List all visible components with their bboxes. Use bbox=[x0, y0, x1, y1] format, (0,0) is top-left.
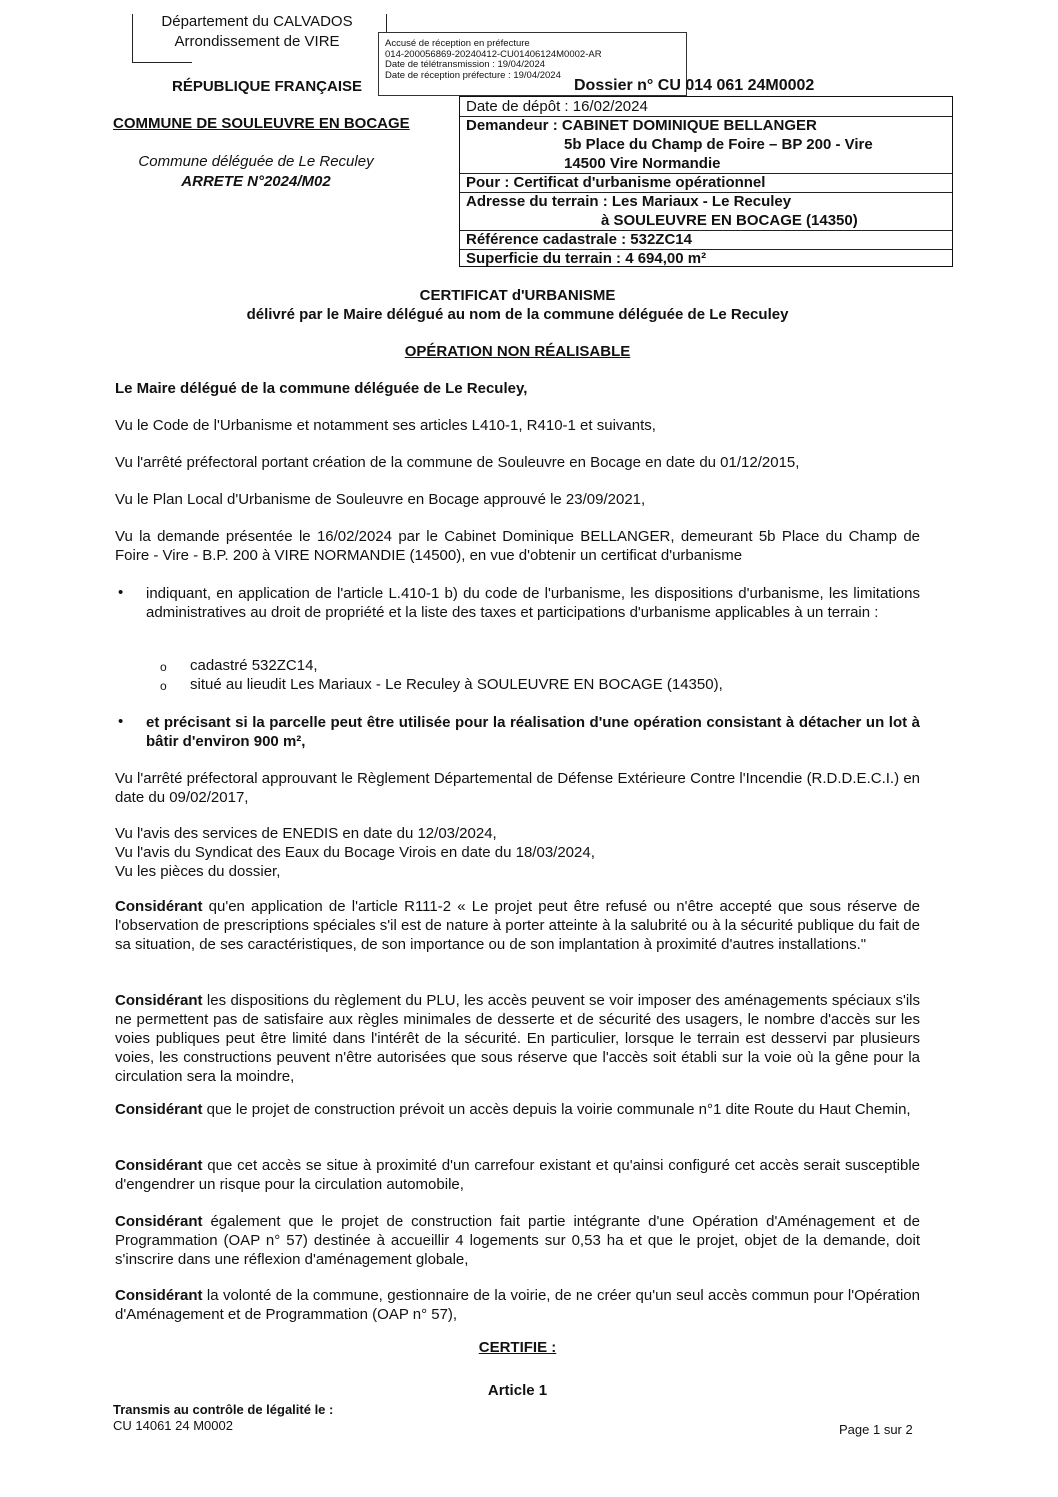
considerant-6-text: la volonté de la commune, gestionnaire de la voirie, de ne créer qu'un seul accès commun pour l'Opération d'Aménagement et de Programmation (OAP n° 57), bbox=[115, 1287, 920, 1323]
commune-label: COMMUNE DE SOULEUVRE EN BOCAGE bbox=[113, 115, 410, 132]
header-border-bottom bbox=[132, 62, 192, 63]
dossier-row-reference bbox=[460, 230, 952, 250]
dossier-row-date bbox=[460, 97, 952, 117]
considerant-1-text: qu'en application de l'article R111-2 « Le projet peut être refusé ou n'être accepté que sous réserve de l'observation de prescriptions spéciales s'il est de nature à porter atteinte à la salubrité ou à la sécurité publique du fait de sa situation, de ses caractéristiques, de son importance ou de son implantation à proximité d'autres installations." bbox=[115, 898, 920, 953]
considerant-word: Considérant bbox=[115, 992, 203, 1009]
adresse-commune: à SOULEUVRE EN BOCAGE (14350) bbox=[601, 212, 858, 229]
considerant-word: Considérant bbox=[115, 1213, 203, 1230]
considerant-4 bbox=[115, 1156, 920, 1194]
bullet-marker: • bbox=[118, 584, 124, 601]
considerant-1 bbox=[115, 897, 920, 954]
dossier-row-superficie bbox=[460, 249, 952, 266]
certificate-subtitle: délivré par le Maire délégué au nom de la commune déléguée de Le Reculey bbox=[246, 306, 789, 323]
footer-reference: CU 14061 24 M0002 bbox=[113, 1418, 233, 1433]
considerant-word: Considérant bbox=[115, 1287, 203, 1304]
vu-plu: Vu le Plan Local d'Urbanisme de Souleuvre en Bocage approuvé le 23/09/2021, bbox=[115, 491, 646, 508]
considerant-3 bbox=[115, 1100, 920, 1119]
considerant-word: Considérant bbox=[115, 1157, 203, 1174]
bullet-precisant: et précisant si la parcelle peut être utilisée pour la réalisation d'une opération consistant à détacher un lot à bâtir d'environ 900 m², bbox=[146, 714, 920, 750]
pour-label: Pour : Certificat d'urbanisme opérationnel bbox=[466, 174, 766, 191]
footer-transmission bbox=[113, 1402, 333, 1434]
dossier-row-adresse bbox=[460, 192, 952, 231]
considerant-5 bbox=[115, 1212, 920, 1269]
vu-enedis: Vu l'avis des services de ENEDIS en date du 12/03/2024, bbox=[115, 825, 497, 842]
adresse-terrain: Adresse du terrain : Les Mariaux - Le Reculey bbox=[466, 193, 792, 210]
vu-rddeci: Vu l'arrêté préfectoral approuvant le Règlement Départemental de Défense Extérieure Contre l'Incendie (R.D.D.E.C.I.) en date du 09/02/2017, bbox=[115, 770, 920, 806]
considerant-2 bbox=[115, 991, 920, 1086]
certificate-title: CERTIFICAT d'URBANISME bbox=[419, 287, 616, 304]
stamp-line-4: Date de réception préfecture : 19/04/2024 bbox=[385, 69, 561, 81]
sub-situe: situé au lieudit Les Mariaux - Le Reculey à SOULEUVRE EN BOCAGE (14350), bbox=[190, 676, 723, 693]
considerant-6 bbox=[115, 1286, 920, 1324]
footer-transmis-label: Transmis au contrôle de légalité le : bbox=[113, 1402, 334, 1417]
vu-code-urbanisme: Vu le Code de l'Urbanisme et notamment ses articles L410-1, R410-1 et suivants, bbox=[115, 417, 656, 434]
stamp-line-3: Date de télétransmission : 19/04/2024 bbox=[385, 59, 546, 70]
commune-deleguee: Commune déléguée de Le Reculey bbox=[138, 153, 374, 170]
demandeur-city: 14500 Vire Normandie bbox=[564, 155, 721, 172]
dossier-number: Dossier n° CU 014 061 24M0002 bbox=[574, 77, 815, 94]
sub-cadastre: cadastré 532ZC14, bbox=[190, 657, 318, 674]
vu-syndicat-eaux: Vu l'avis du Syndicat des Eaux du Bocage Virois en date du 18/03/2024, bbox=[115, 844, 595, 861]
vu-arrete-creation: Vu l'arrêté préfectoral portant création de la commune de Souleuvre en Bocage en date du 01/12/2015, bbox=[115, 454, 800, 471]
dossier-row-demandeur bbox=[460, 116, 952, 174]
sub-bullet-marker: o bbox=[160, 679, 167, 693]
vu-demande: Vu la demande présentée le 16/02/2024 par le Cabinet Dominique BELLANGER, demeurant 5b Place du Champ de Foire - Vire - B.P. 200 à VIRE NORMANDIE (14500), en vue d'obtenir un certificat d'urbanisme bbox=[115, 528, 920, 564]
considerant-word: Considérant bbox=[115, 898, 203, 915]
considerant-2-text: les dispositions du règlement du PLU, les accès peuvent se voir imposer des aménagements spéciaux s'ils ne permettent pas de satisfaire aux règles minimales de desserte et de sécurité des usagers, le nombre d'accès sur les voies publiques peut être limité dans l'intérêt de la sécurité. En particulier, lorsque le terrain est desservi par plusieurs voies, les constructions peuvent n'être autorisées que sous réserve que l'accès soit établi sur la voie où la gêne pour la circulation sera la moindre, bbox=[115, 992, 920, 1085]
department-name: Département du CALVADOS bbox=[161, 13, 353, 30]
considerant-5-text: également que le projet de construction fait partie intégrante d'une Opération d'Aménagement et de Programmation (OAP n° 57) destinée à accueillir 4 logements sur 0,53 ha et que le projet, objet de la demande, doit s'inscrire dans une réflexion d'aménagement globale, bbox=[115, 1213, 920, 1268]
vu-pieces: Vu les pièces du dossier, bbox=[115, 863, 281, 880]
arrete-number: ARRETE N°2024/M02 bbox=[181, 173, 331, 190]
stamp-line-2: 014-200056869-20240412-CU01406124M0002-AR bbox=[385, 48, 602, 60]
sub-bullet-marker: o bbox=[160, 660, 167, 674]
commune-deleguee-block bbox=[113, 152, 399, 192]
reference-cadastrale: Référence cadastrale : 532ZC14 bbox=[466, 231, 692, 248]
republique-label: RÉPUBLIQUE FRANÇAISE bbox=[172, 78, 363, 95]
maire-intro: Le Maire délégué de la commune déléguée de Le Reculey, bbox=[115, 380, 528, 397]
certifie-heading: CERTIFIE : bbox=[478, 1339, 557, 1356]
demandeur-address: 5b Place du Champ de Foire – BP 200 - Vire bbox=[564, 136, 873, 153]
considerant-4-text: que cet accès se situe à proximité d'un carrefour existant et qu'ainsi configuré cet accès serait susceptible d'engendrer un risque pour la circulation automobile, bbox=[115, 1157, 920, 1193]
demandeur-name: Demandeur : CABINET DOMINIQUE BELLANGER bbox=[466, 117, 817, 134]
superficie-terrain: Superficie du terrain : 4 694,00 m² bbox=[466, 250, 707, 267]
operation-status: OPÉRATION NON RÉALISABLE bbox=[404, 343, 631, 360]
stamp-line-1: Accusé de réception en préfecture bbox=[385, 38, 530, 49]
department-block bbox=[132, 12, 382, 52]
arrondissement-name: Arrondissement de VIRE bbox=[174, 33, 340, 50]
bullet-marker: • bbox=[118, 713, 124, 730]
article-1-heading: Article 1 bbox=[487, 1382, 548, 1399]
dossier-box bbox=[459, 96, 953, 267]
date-depot: Date de dépôt : 16/02/2024 bbox=[466, 98, 648, 115]
bullet-indiquant: indiquant, en application de l'article L.410-1 b) du code de l'urbanisme, les dispositions d'urbanisme, les limitations administratives au droit de propriété et la liste des taxes et participations d'urbanisme applicables à un terrain : bbox=[146, 585, 920, 621]
page-number: Page 1 sur 2 bbox=[839, 1422, 913, 1437]
considerant-word: Considérant bbox=[115, 1101, 203, 1118]
dossier-row-pour bbox=[460, 173, 952, 193]
considerant-3-text: que le projet de construction prévoit un accès depuis la voirie communale n°1 dite Route du Haut Chemin, bbox=[202, 1101, 911, 1118]
